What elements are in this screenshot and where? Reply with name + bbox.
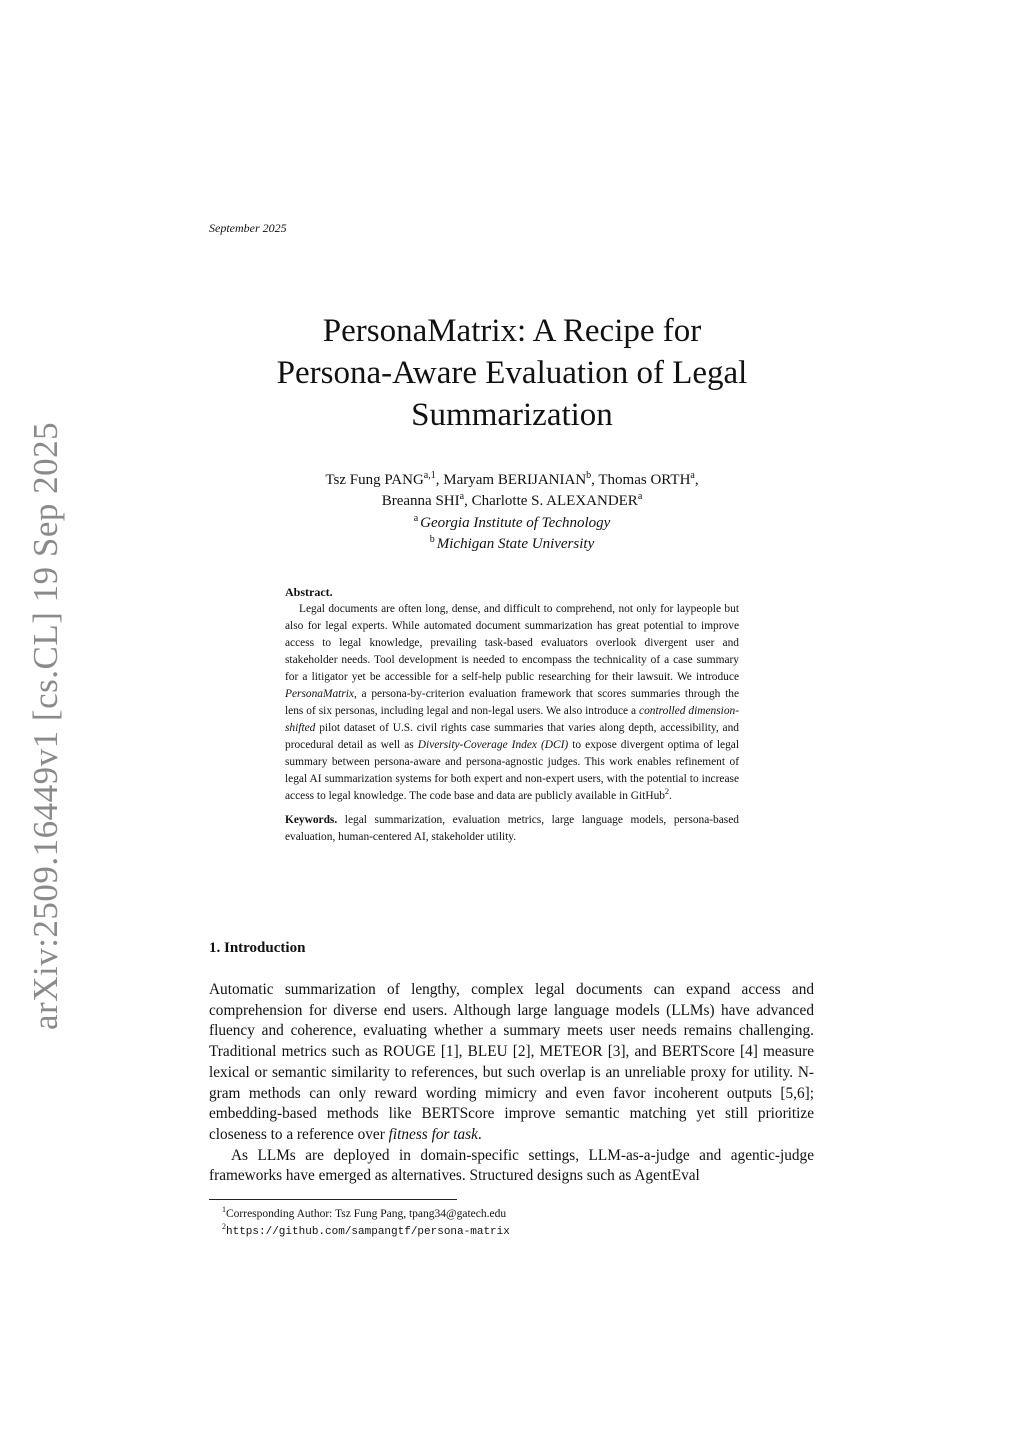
affiliation-mark: a xyxy=(413,513,419,524)
abstract-emphasis: PersonaMatrix xyxy=(285,688,354,700)
author-affiliation-mark: a,1 xyxy=(423,470,436,481)
footnote-divider xyxy=(209,1199,457,1200)
author-affiliation-mark: a xyxy=(690,470,695,481)
abstract-text xyxy=(285,601,739,805)
title-line-1: PersonaMatrix: A Recipe for xyxy=(322,313,702,349)
abstract-block xyxy=(285,584,739,846)
abstract-emphasis: controlled dimension-shifted xyxy=(285,705,740,734)
introduction-body xyxy=(209,980,814,1187)
title-line-2: Persona-Aware Evaluation of Legal xyxy=(276,355,748,391)
author-affiliation-mark: a xyxy=(637,491,643,502)
footnote-reference[interactable]: 2 xyxy=(664,787,669,796)
abstract-text-run: . xyxy=(668,790,672,802)
paragraph-text-run: Automatic summarization of lengthy, complex legal documents can expand access and comprehension for diverse end users. Although large language models (LLMs) have advanced fluency and coherence, evaluating whether a summary meets user needs remains challenging. Traditional metrics such as ROUGE [1], BLEU [2], METEOR [3], and BERTScore [4] measure lexical or semantic similarity to references, but such overlap is an unreliable proxy for utility. N-gram methods can only reward wording mimicry and even favor incoherent outputs [5,6]; embedding-based methods like BERTScore improve semantic matching yet still prioritize closeness to a reference over xyxy=(209,981,814,1143)
author-list: Tsz Fung PANG$^{a,1}$, Maryam BERIJANIAN$^b$, Thomas ORTH$^a$, Breanna SHI$^a$, Charlotte S. ALEXANDER$^a$ xyxy=(325,470,699,509)
affiliation-name: Georgia Institute of Technology xyxy=(420,515,611,531)
footnote-text: Corresponding Author: Tsz Fung Pang, tpang34@gatech.edu xyxy=(226,1208,507,1220)
author-affiliation-mark: a xyxy=(459,491,465,502)
footnote-mark: 2 xyxy=(222,1222,226,1231)
author-affiliation-mark: b xyxy=(586,470,592,481)
author-name: Tsz Fung PANG xyxy=(325,472,424,488)
keywords-text: legal summarization, evaluation metrics, large language models, persona-based evaluation, human-centered AI, stakeholder utility. xyxy=(285,814,739,843)
author-name: Maryam BERIJANIAN xyxy=(443,472,587,488)
keywords xyxy=(285,812,739,846)
footnote-1 xyxy=(222,1206,510,1223)
paragraph-emphasis: fitness for task xyxy=(388,1125,478,1143)
introduction-paragraph xyxy=(209,980,814,1146)
header-date: September 2025 xyxy=(209,221,287,235)
title-line-3: Summarization xyxy=(411,397,613,433)
abstract-heading: Abstract. xyxy=(285,585,333,599)
author-name: Charlotte S. ALEXANDER xyxy=(471,493,638,509)
introduction-paragraph: As LLMs are deployed in domain-specific settings, LLM-as-a-judge and agentic-judge frameworks have emerged as alternatives. Structured designs such as AgentEval xyxy=(209,1146,814,1185)
affiliation-mark: b xyxy=(429,534,435,545)
arxiv-identifier-stamp: arXiv:2509.16449v1 [cs.CL] 19 Sep 2025 xyxy=(26,421,65,1030)
abstract-text-run: Legal documents are often long, dense, and difficult to comprehend, not only for laypeople but also for legal experts. While automated document summarization has great potential to improve access to legal knowledge, prevailing task-based evaluators overlook divergent user and stakeholder needs. Tool development is needed to encompass the technicality of a case summary for a litigator yet be accessible for a self-help public researching for their lawsuit. We introduce xyxy=(285,603,739,683)
footnotes xyxy=(222,1206,510,1241)
abstract-text-run: pilot dataset of U.S. civil rights case summaries that varies along depth, accessibility, and procedural detail as well as xyxy=(285,722,739,751)
footnote-mark: 1 xyxy=(222,1205,226,1214)
author-name: Thomas ORTH xyxy=(598,472,691,488)
affiliation-georgia-tech xyxy=(210,515,814,532)
abstract-text-run: to expose divergent optima of legal summary between persona-aware and persona-agnostic judges. This work enables refinement of legal AI summarization systems for both expert and non-expert users, with the potential to increase access to legal knowledge. The code base and data are publicly available in GitHub xyxy=(285,739,739,802)
github-link[interactable]: https://github.com/sampangtf/persona-matrix xyxy=(226,1226,510,1238)
footnote-2 xyxy=(222,1223,510,1241)
abstract-text-run: , a persona-by-criterion evaluation framework that scores summaries through the lens of six personas, including legal and non-legal users. We also introduce a xyxy=(285,688,739,717)
paper-title xyxy=(210,310,814,436)
affiliation-michigan-state xyxy=(210,536,814,553)
keywords-label: Keywords. xyxy=(285,814,338,826)
affiliation-name: Michigan State University xyxy=(436,536,595,552)
abstract-emphasis: Diversity-Coverage Index (DCI) xyxy=(417,739,569,751)
paragraph-text-run: . xyxy=(477,1125,482,1143)
section-heading-introduction: 1. Introduction xyxy=(209,940,306,956)
author-name: Breanna SHI xyxy=(381,493,460,509)
